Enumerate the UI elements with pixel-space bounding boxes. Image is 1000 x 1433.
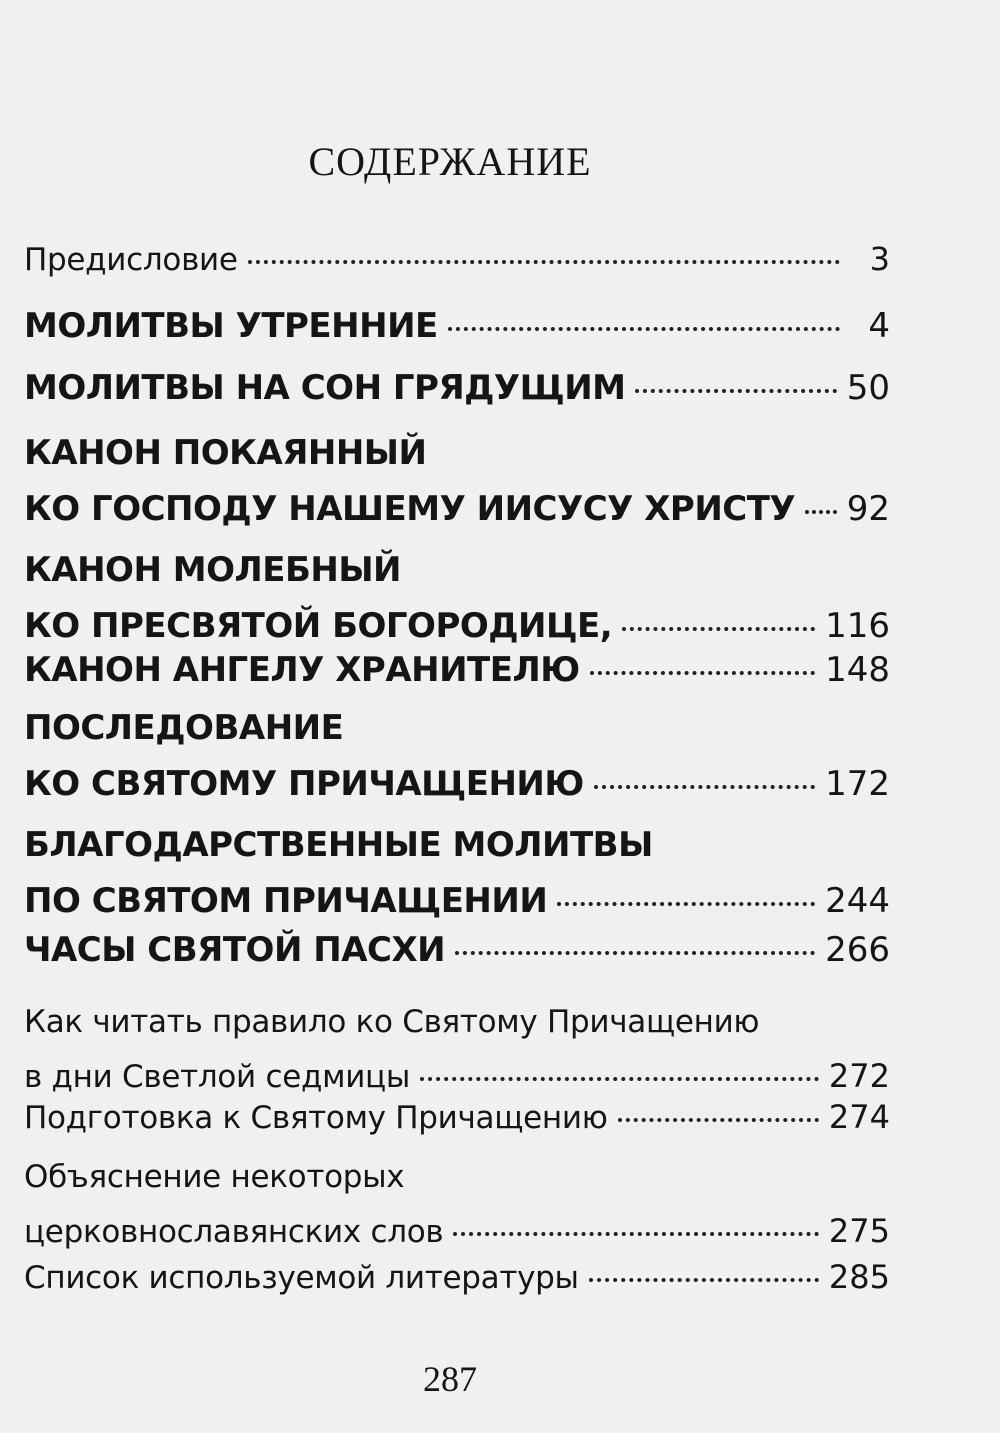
- toc-entry-title: КАНОН ПОКАЯННЫЙ: [24, 433, 427, 473]
- leader-dots: [589, 1274, 819, 1282]
- toc-entry-line: [24, 642, 890, 698]
- toc-entry-page: 4: [868, 306, 890, 346]
- toc-entry-title: ПОСЛЕДОВАНИЕ: [24, 708, 344, 748]
- leader-dots: [453, 1228, 819, 1236]
- toc-entry: [24, 232, 890, 286]
- toc-title: СОДЕРЖАНИЕ: [308, 139, 592, 184]
- toc-entry-title: ПО СВЯТОМ ПРИЧАЩЕНИИ: [24, 881, 548, 921]
- toc-entry-page: 266: [825, 930, 890, 970]
- toc-entry: [24, 1090, 890, 1144]
- toc-entry: [24, 298, 890, 354]
- leader-dots: [448, 323, 840, 331]
- toc-entry-page: 272: [828, 1057, 890, 1095]
- toc-entry-line: [24, 360, 890, 416]
- toc-entry-title: КО СВЯТОМУ ПРИЧАЩЕНИЮ: [24, 764, 584, 804]
- toc-entry: [24, 642, 890, 698]
- leader-dots: [420, 1073, 819, 1081]
- toc-entry-title: Как читать правило ко Святому Причащению: [24, 1004, 760, 1040]
- toc-entry-title: БЛАГОДАРСТВЕННЫЕ МОЛИТВЫ: [24, 825, 653, 865]
- toc-entry-page: 275: [828, 1212, 890, 1250]
- toc-entry-line: [24, 922, 890, 978]
- toc-entry-title: КАНОН МОЛЕБНЫЙ: [24, 550, 402, 590]
- toc-entry-page: 3: [869, 240, 890, 278]
- toc-entry-title: КО ГОСПОДУ НАШЕМУ ИИСУСУ ХРИСТУ: [24, 489, 796, 529]
- toc-entry: [24, 425, 890, 537]
- toc-entry: [24, 360, 890, 416]
- toc-entry-line: [24, 873, 890, 929]
- toc-entry: [24, 995, 890, 1103]
- toc-entry-line: [24, 1250, 890, 1304]
- toc-entry-page: 274: [828, 1098, 890, 1136]
- toc-entry-page: 116: [825, 606, 890, 646]
- toc-entry: [24, 542, 890, 654]
- toc-entry-title: Подготовка к Святому Причащению: [24, 1100, 608, 1136]
- toc-entry-page: 148: [825, 650, 890, 690]
- leader-dots: [455, 947, 815, 955]
- leader-dots: [557, 898, 815, 906]
- toc-entry: [24, 817, 890, 929]
- toc-entry-title: церковнославянских слов: [24, 1214, 444, 1250]
- toc-entry-title: ЧАСЫ СВЯТОЙ ПАСХИ: [24, 930, 446, 970]
- toc-entry-title: КО ПРЕСВЯТОЙ БОГОРОДИЦЕ,: [24, 606, 613, 646]
- toc-entry-page: 244: [825, 881, 890, 921]
- toc-entry-line: [24, 756, 890, 812]
- toc-entry-title: Объяснение некоторых: [24, 1159, 405, 1195]
- toc-entry-title: МОЛИТВЫ НА СОН ГРЯДУЩИМ: [24, 368, 626, 408]
- toc-entry: [24, 700, 890, 812]
- leader-dots: [590, 667, 815, 675]
- leader-dots: [594, 781, 815, 789]
- toc-entry-line: [24, 232, 890, 286]
- toc-entry-line: [24, 425, 890, 481]
- leader-dots: [618, 1114, 819, 1122]
- toc-entry-page: 50: [846, 368, 890, 408]
- toc-entry-title: Список используемой литературы: [24, 1260, 579, 1296]
- toc-entry-line: [24, 1090, 890, 1144]
- toc-entry-line: [24, 1150, 890, 1204]
- toc-entry-page: 285: [828, 1258, 890, 1296]
- toc-entry-page: 92: [846, 489, 890, 529]
- leader-dots: [248, 256, 840, 264]
- toc-entry-line: [24, 817, 890, 873]
- toc-entry-line: [24, 298, 890, 354]
- toc-entry: [24, 922, 890, 978]
- leader-dots: [622, 623, 815, 631]
- toc-entry-title: Предисловие: [24, 242, 238, 278]
- leader-dots: [805, 506, 837, 514]
- toc-entry-title: в дни Светлой седмицы: [24, 1059, 411, 1095]
- leader-dots: [635, 385, 836, 393]
- toc-entry-line: [24, 995, 890, 1049]
- toc-entry-title: МОЛИТВЫ УТРЕННИЕ: [24, 306, 438, 346]
- page-number: 287: [423, 1359, 477, 1399]
- toc-entry-page: 172: [825, 764, 890, 804]
- toc-entry-line: [24, 700, 890, 756]
- toc-entry: [24, 1250, 890, 1304]
- toc-entry: [24, 1150, 890, 1258]
- toc-entry-title: КАНОН АНГЕЛУ ХРАНИТЕЛЮ: [24, 650, 580, 690]
- toc-entry-line: [24, 481, 890, 537]
- toc-entry-line: [24, 542, 890, 598]
